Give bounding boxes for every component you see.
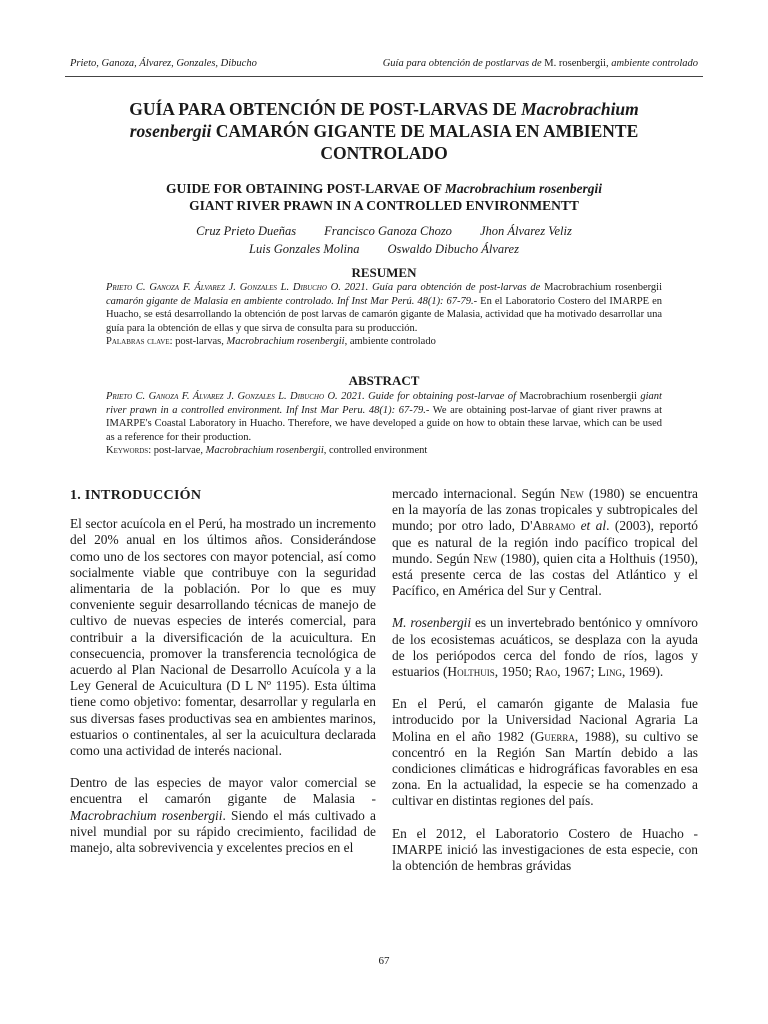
title-spanish: GUÍA PARA OBTENCIÓN DE POST-LARVAS DE Macrobrachium rosenbergii CAMARÓN GIGANTE DE MALASIA EN AMBIENTE CONTROLADO	[129, 99, 639, 163]
paragraph: Dentro de las especies de mayor valor comercial se encuentra el camarón gigante de Malasia - Macrobrachium rosenbergii. Siendo el más cultivado a nivel mundial por su rápido crecimiento, facilidad de manejo, alta sobrevivencia y excelentes precios en el	[70, 775, 377, 856]
section-heading-introduccion: 1. INTRODUCCIÓN	[70, 488, 202, 503]
header-rule	[65, 76, 703, 77]
paragraph: En el 2012, el Laboratorio Costero de Huacho - IMARPE inició las investigaciones de esta especie, con la obtención de hembras grávidas	[392, 825, 698, 874]
paragraph: En el Perú, el camarón gigante de Malasia fue introducido por la Universidad Nacional Agraria La Molina en el año 1982 (Guerra, 1988), su cultivo se concentró en la Región San Martín debido a las condiciones climáticas e hidrográficas favorables en esa zona. En la actualidad, la especie se ha comenzado a cultivar en distintas regiones del país.	[392, 696, 699, 809]
abstract-body: Prieto C. Ganoza F. Álvarez J. Gonzales L. Dibucho O. 2021. Guide for obtaining post-larvae of Macrobrachium rosenbergii giant river prawn in a controlled environment. Inf Inst Mar Peru. 48(1): 67-79.- We are obtaining post-larvae of giant river prawns at IMARPE's Coastal Laboratory in Huacho. Therefore, we have developed a guide on how to obtain these larvae, which can be used as a reference for their production. Keywords: post-larvae, Macrobrachium rosenbergii, controlled environment	[106, 391, 662, 456]
author-list	[70, 222, 698, 258]
paragraph: mercado internacional. Según New (1980) se encuentra en la mayoría de las zonas tropicales y subtropicales del mundo; por otro lado, D'Abramo et al. (2003), reportó que es natural de la región indo pacífico tropical del mundo. Según New (1980), quien cita a Holthuis (1950), está presente cerca de las costas del Atlántico y el Pacífico, en América del Sur y Central.	[392, 486, 699, 599]
running-header	[70, 58, 698, 69]
left-column	[70, 486, 376, 872]
author: Luis Gonzales Molina	[249, 242, 360, 256]
author: Francisco Ganoza Chozo	[324, 224, 452, 238]
page-number: 67	[378, 955, 390, 967]
author: Oswaldo Dibucho Álvarez	[387, 242, 519, 256]
abstract-heading: ABSTRACT	[348, 373, 420, 388]
paragraph: M. rosenbergii es un invertebrado bentónico y omnívoro de los ecosistemas acuáticos, se desplaza con la ayuda de los periópodos cerca del fondo de ríos, lagos y estuarios (Holthuis, 1950; Rao, 1967; Ling, 1969).	[392, 615, 698, 680]
running-header-authors: Prieto, Ganoza, Álvarez, Gonzales, Dibucho	[70, 58, 257, 69]
running-header-title: Guía para obtención de postlarvas de M. rosenbergii, ambiente controlado	[382, 58, 698, 69]
right-column	[392, 486, 698, 890]
author: Cruz Prieto Dueñas	[196, 224, 297, 238]
resumen-heading: RESUMEN	[351, 265, 417, 280]
resumen-body: Prieto C. Ganoza F. Álvarez J. Gonzales L. Dibucho O. 2021. Guía para obtención de post-larvas de Macrobrachium rosenbergii camarón gigante de Malasia en ambiente controlado. Inf Inst Mar Perú. 48(1): 67-79.- En el Laboratorio Costero del IMARPE en Huacho, se está desarrollando la obtención de post larvas de camarón gigante de Malasia, actividad que ha motivado desarrollar una guía para la obtención de ellas y que sirva de consulta para su producción. Palabras clave: post-larvas, Macrobrachium rosenbergii, ambiente controlado	[106, 282, 662, 347]
title-english: GUIDE FOR OBTAINING POST-LARVAE OF Macrobrachium rosenbergii GIANT RIVER PRAWN IN A CONTROLLED ENVIRONMENTT	[165, 181, 603, 213]
author: Jhon Álvarez Veliz	[479, 224, 572, 238]
paragraph: El sector acuícola en el Perú, ha mostrado un incremento del 20% anual en los últimos años. Considerándose como uno de los sectores con mayor potencial, así como socialmente viable que contribuye con la seguridad alimentaria de la población. Por lo que es muy conveniente seguir desarrollando técnicas de manejo de cultivo de nuevas especies de interés comercial, para contribuir a la diversificación de la acuicultura. En consecuencia, promover la transferencia tecnológica de acuerdo al Plan Nacional de Desarrollo Acuícola y a la Ley General de Acuicultura (D L Nº 1195). Esta última tiene como objetivo: fomentar, desarrollar y regularla en sus diversas fases productivas sea en ambientes marinos, estuarios o continentales, al ser la acuicultura declarada como una actividad de interés nacional.	[70, 516, 376, 759]
